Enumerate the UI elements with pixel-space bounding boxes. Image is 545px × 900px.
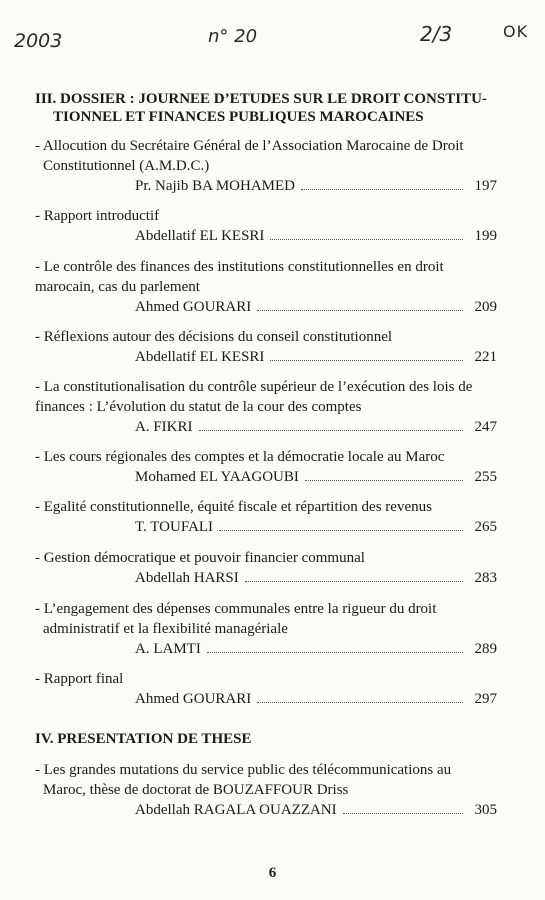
toc-entry xyxy=(35,327,497,367)
dot-leader xyxy=(207,652,463,653)
entry-author: A. FIKRI xyxy=(135,419,193,435)
entry-title-line1: - Allocution du Secrétaire Général de l’Association Marocaine de Droit xyxy=(35,138,464,154)
entry-title-line1: - Rapport introductif xyxy=(35,208,160,224)
dot-leader xyxy=(199,430,463,431)
section-heading-thesis: IV. PRESENTATION DE THESE xyxy=(35,731,252,747)
section-heading-dossier xyxy=(35,90,497,126)
handwritten-fraction: 2/3 xyxy=(420,22,453,46)
entry-author: A. LAMTI xyxy=(135,641,201,657)
entry-title xyxy=(35,136,497,176)
toc-entry xyxy=(35,136,497,196)
handwritten-year: 2003 xyxy=(14,30,63,52)
entry-title xyxy=(35,206,497,226)
entry-author: Mohamed EL YAAGOUBI xyxy=(135,469,299,485)
dot-leader xyxy=(245,581,463,582)
entry-author: Abdellatif EL KESRI xyxy=(135,228,265,244)
dot-leader xyxy=(257,310,463,311)
entry-page-number: 297 xyxy=(474,691,497,707)
entry-page-number: 265 xyxy=(474,519,497,535)
entry-author: T. TOUFALI xyxy=(135,519,214,535)
dot-leader xyxy=(270,239,463,240)
entry-title xyxy=(35,548,497,568)
entry-author: Ahmed GOURARI xyxy=(135,299,252,315)
toc-entry xyxy=(35,599,497,659)
entry-author: Abdellatif EL KESRI xyxy=(135,349,265,365)
entry-title-line1: - Egalité constitutionnelle, équité fiscale et répartition des revenus xyxy=(35,499,432,515)
entry-title-line1: - Les grandes mutations du service public des télécommunications au xyxy=(35,762,452,778)
dot-leader xyxy=(270,360,463,361)
entry-title xyxy=(35,669,497,689)
entry-page-number: 209 xyxy=(474,299,497,315)
entry-page-number: 247 xyxy=(474,419,497,435)
entry-title xyxy=(35,599,497,639)
entry-title-line1: - Le contrôle des finances des institutions constitutionnelles en droit xyxy=(35,259,444,275)
dot-leader xyxy=(301,189,463,190)
section-heading-line2: TIONNEL ET FINANCES PUBLIQUES MAROCAINES xyxy=(53,109,424,125)
entry-title xyxy=(35,327,497,347)
entry-author: Abdellah RAGALA OUAZZANI xyxy=(135,802,337,818)
entry-page-number: 289 xyxy=(474,641,497,657)
toc-entry xyxy=(35,548,497,588)
toc-entry xyxy=(35,257,497,317)
toc-entry xyxy=(35,497,497,537)
entry-page-number: 255 xyxy=(474,469,497,485)
entry-author: Abdellah HARSI xyxy=(135,570,239,586)
entry-author: Ahmed GOURARI xyxy=(135,691,252,707)
entry-page-number: 199 xyxy=(474,228,497,244)
entry-title xyxy=(35,377,497,417)
entry-page-number: 197 xyxy=(474,178,497,194)
entry-title-line2: Maroc, thèse de doctorat de BOUZAFFOUR Driss xyxy=(43,782,349,798)
handwritten-ok: OK xyxy=(503,22,529,41)
entry-title-line1: - Réflexions autour des décisions du conseil constitutionnel xyxy=(35,329,393,345)
toc-entry xyxy=(35,760,497,820)
dot-leader xyxy=(219,530,463,531)
dot-leader xyxy=(343,813,463,814)
dot-leader xyxy=(305,480,463,481)
entry-title-line1: - Gestion démocratique et pouvoir financier communal xyxy=(35,550,365,566)
entry-title-line1: - L’engagement des dépenses communales entre la rigueur du droit xyxy=(35,601,437,617)
entry-title-line2: administratif et la flexibilité managériale xyxy=(43,621,288,637)
entry-title xyxy=(35,497,497,517)
toc-entry xyxy=(35,377,497,437)
section-heading-line1: III. DOSSIER : JOURNEE D’ETUDES SUR LE DROIT CONSTITU- xyxy=(35,91,487,107)
entry-page-number: 221 xyxy=(474,349,497,365)
handwritten-issue-number: n° 20 xyxy=(208,26,258,47)
entry-title-line1: - Rapport final xyxy=(35,671,124,687)
entry-title-line1: - Les cours régionales des comptes et la démocratie locale au Maroc xyxy=(35,449,445,465)
entry-title-line1: - La constitutionalisation du contrôle supérieur de l’exécution des lois de xyxy=(35,379,473,395)
entry-title xyxy=(35,447,497,467)
page-number: 6 xyxy=(268,865,277,881)
entry-title xyxy=(35,257,497,297)
entry-title xyxy=(35,760,497,800)
toc-entry xyxy=(35,669,497,709)
entry-author: Pr. Najib BA MOHAMED xyxy=(135,178,296,194)
dot-leader xyxy=(257,702,463,703)
toc-entry xyxy=(35,206,497,246)
entry-title-line2: finances : L’évolution du statut de la cour des comptes xyxy=(35,399,362,415)
entry-page-number: 283 xyxy=(474,570,497,586)
entry-title-line2: Constitutionnel (A.M.D.C.) xyxy=(43,158,210,174)
toc-entry xyxy=(35,447,497,487)
entry-title-line2: marocain, cas du parlement xyxy=(35,279,200,295)
entry-page-number: 305 xyxy=(474,802,497,818)
